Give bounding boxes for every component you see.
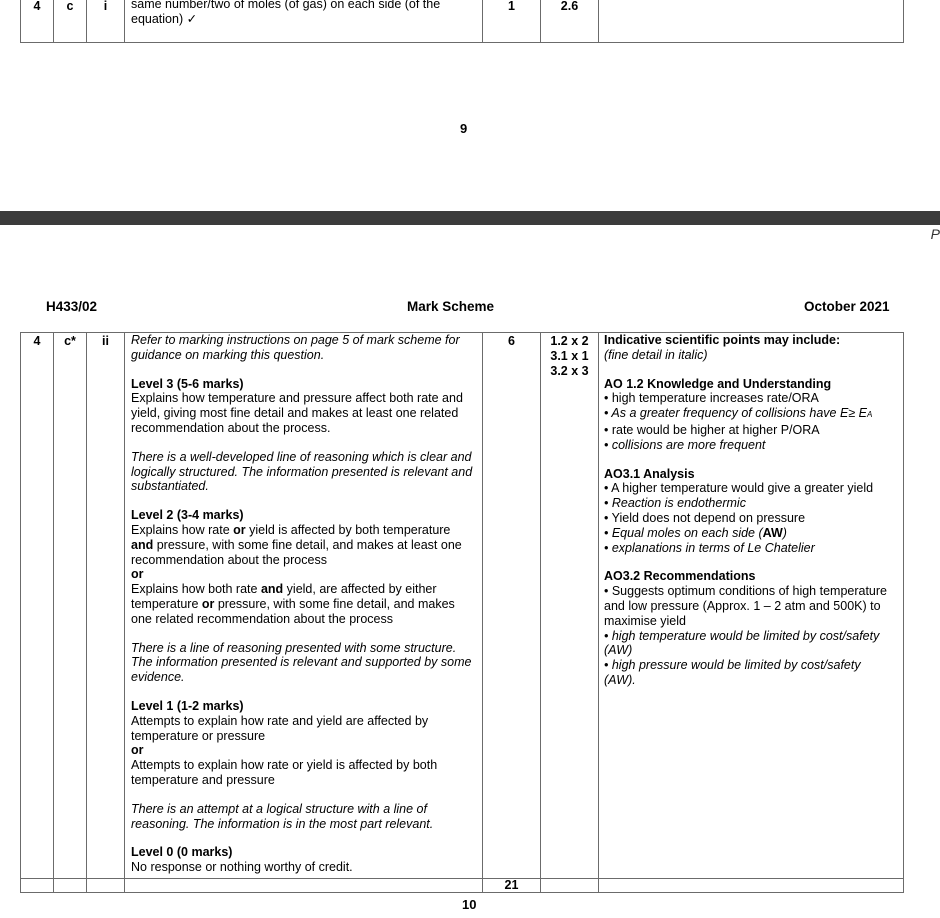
guidance-cell — [599, 333, 904, 879]
answer-text: guidance on marking this question. — [131, 347, 325, 362]
level-heading: Level 2 (3-4 marks) — [131, 508, 244, 523]
answer-text: reasoning. The information is in the most part relevant. — [131, 816, 434, 831]
answer-text: Attempts to explain how rate and yield are affected by — [131, 713, 429, 728]
marks-cell: 6 — [483, 333, 541, 879]
question-number: 4 — [21, 0, 54, 43]
guidance-text: (fine detail in italic) — [604, 347, 708, 362]
answer-text: There is a line of reasoning presented with some structure. — [131, 640, 457, 655]
guidance-heading: AO3.1 Analysis — [604, 466, 695, 481]
level-heading: Level 3 (5-6 marks) — [131, 376, 244, 391]
guidance-text: • high pressure would be limited by cost/safety — [604, 658, 861, 673]
answer-text: temperature or pressure, with some fine detail, and makes — [131, 596, 455, 611]
answer-text: Explains how both rate and yield, are affected by either — [131, 582, 437, 597]
answer-text: Explains how temperature and pressure affect both rate and — [131, 391, 463, 406]
guidance-text: • rate would be higher at higher P/ORA — [604, 422, 820, 437]
answer-text: The information presented is relevant and supported by some — [131, 655, 472, 670]
guidance-text: • As a greater frequency of collisions have E≥ EA — [604, 406, 873, 421]
ao-value: 1.2 x 2 — [550, 334, 589, 348]
answer-text: No response or nothing worthy of credit. — [131, 860, 353, 875]
answer-cell — [125, 0, 483, 43]
answer-text: There is an attempt at a logical structure with a line of — [131, 801, 427, 816]
level-heading: Level 0 (0 marks) — [131, 845, 233, 860]
question-number: 4 — [21, 333, 54, 879]
or-connector: or — [131, 567, 144, 582]
total-marks: 21 — [483, 879, 541, 893]
guidance-text: • collisions are more frequent — [604, 437, 766, 452]
answer-text: temperature and pressure — [131, 772, 275, 787]
answer-text: substantiated. — [131, 479, 209, 494]
answer-text: Explains how rate or yield is affected by both temperature — [131, 522, 451, 537]
answer-text: There is a well-developed line of reasoning which is clear and — [131, 449, 472, 464]
marks-cell: 1 — [483, 0, 541, 43]
answer-text: evidence. — [131, 670, 185, 685]
answer-text: equation) ✓ — [131, 11, 198, 26]
guidance-text: and low pressure (Approx. 1 – 2 atm and 500K) to — [604, 598, 881, 613]
page-divider — [0, 211, 940, 225]
answer-text: one related recommendation about the process — [131, 611, 393, 626]
guidance-text: • Suggests optimum conditions of high temperature — [604, 584, 888, 599]
guidance-text: (AW) — [604, 643, 633, 658]
answer-text: recommendation about the process — [131, 552, 327, 567]
or-connector: or — [131, 743, 144, 758]
page-number: 10 — [462, 897, 477, 912]
question-subpart: ii — [87, 333, 125, 879]
page-title: Mark Scheme — [407, 299, 495, 314]
ao-value: 3.2 x 3 — [550, 363, 589, 378]
exam-date: October 2021 — [804, 299, 890, 314]
question-part: c — [54, 0, 87, 43]
level-heading: Level 1 (1-2 marks) — [131, 698, 244, 713]
ao-cell: 2.6 — [541, 0, 599, 43]
guidance-text: • high temperature would be limited by cost/safety — [604, 628, 880, 643]
answer-text: logically structured. The information presented is relevant and — [131, 464, 473, 479]
paper-code: H433/02 — [46, 299, 98, 314]
ao-value: 3.1 x 1 — [550, 348, 589, 363]
mark-scheme-table-page9 — [20, 0, 904, 43]
guidance-text: • high temperature increases rate/ORA — [604, 391, 819, 406]
ao-cell — [541, 333, 599, 879]
guidance-heading: AO 1.2 Knowledge and Understanding — [604, 376, 832, 391]
answer-cell — [125, 333, 483, 879]
guidance-text: • A higher temperature would give a greater yield — [604, 481, 874, 496]
answer-text: recommendation about the process. — [131, 420, 331, 435]
guidance-text: maximise yield — [604, 613, 686, 628]
answer-text: temperature or pressure — [131, 728, 266, 743]
guidance-heading: AO3.2 Recommendations — [604, 569, 756, 584]
guidance-heading: Indicative scientific points may include: — [604, 333, 841, 347]
page-number: 9 — [460, 121, 468, 136]
edge-letter: P — [930, 226, 940, 242]
guidance-cell — [599, 0, 904, 43]
question-part: c* — [54, 333, 87, 879]
guidance-text: • Yield does not depend on pressure — [604, 510, 806, 525]
answer-text: Refer to marking instructions on page 5 of mark scheme for — [131, 333, 460, 347]
answer-text: and pressure, with some fine detail, and makes at least one — [131, 537, 462, 552]
guidance-text: • explanations in terms of Le Chatelier — [604, 540, 815, 555]
question-subpart: i — [87, 0, 125, 43]
answer-text: yield, giving most fine detail and makes at least one related — [131, 406, 459, 421]
mark-scheme-table-page10 — [20, 332, 904, 893]
guidance-text: • Equal moles on each side (AW) — [604, 525, 787, 540]
guidance-text: • Reaction is endothermic — [604, 496, 746, 511]
guidance-text: (AW). — [604, 672, 636, 687]
answer-text: same number/two of moles (of gas) on each side (of the — [131, 0, 441, 11]
table-row — [21, 333, 904, 879]
total-row — [21, 879, 904, 893]
answer-text: Attempts to explain how rate or yield is affected by both — [131, 758, 438, 773]
table-row — [21, 0, 904, 43]
